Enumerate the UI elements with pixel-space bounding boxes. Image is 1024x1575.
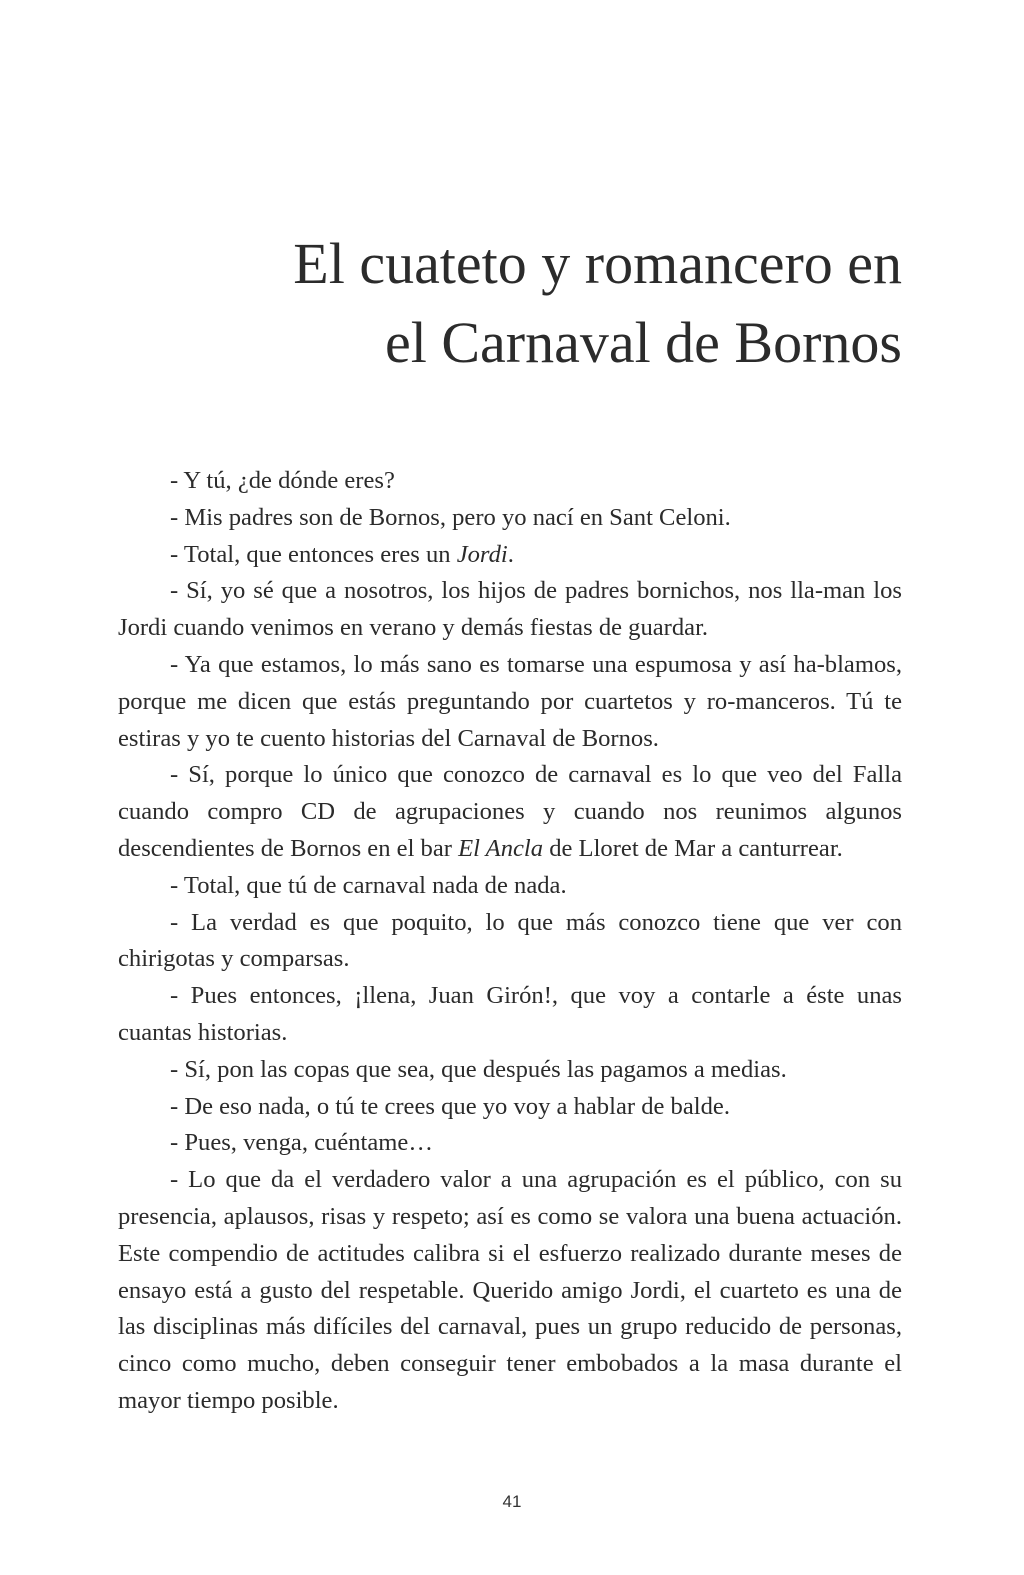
italic-name-jordi: Jordi: [456, 540, 508, 568]
paragraph-text: de Lloret de Mar a canturrear.: [543, 834, 843, 862]
italic-bar-name: El Ancla: [458, 834, 544, 862]
dialogue-paragraph-7: - Total, que tú de carnaval nada de nada.: [170, 871, 567, 899]
chapter-title-line-1: El cuateto y romancero en: [293, 231, 902, 296]
dialogue-paragraph-9: - Pues entonces, ¡llena, Juan Girón!, que voy a contarle a éste unas cuantas historias.: [118, 982, 902, 1046]
dialogue-paragraph-8: - La verdad es que poquito, lo que más conozco tiene que ver con chirigotas y comparsas.: [118, 908, 902, 973]
dialogue-paragraph-13: - Lo que da el verdadero valor a una agrupación es el público, con su presencia, aplausos, risas y respeto; así es como se valora una buena actuación. Este compendio de actitudes calibra si el esfuerzo realizado durante meses de ensayo está a gusto del respetable. Querido amigo Jordi, el cuarteto es una de las disciplinas más difíciles del carnaval, pues un grupo reducido de personas, cinco como mucho, deben conseguir tener embobados a la masa durante el mayor tiempo posible.: [118, 1166, 902, 1414]
dialogue-paragraph-1: - Y tú, ¿de dónde eres?: [170, 467, 395, 494]
dialogue-paragraph-6: [118, 757, 902, 867]
dialogue-paragraph-12: - Pues, venga, cuéntame…: [170, 1129, 433, 1157]
dialogue-paragraph-11: - De eso nada, o tú te crees que yo voy a hablar de balde.: [170, 1092, 730, 1120]
chapter-body: [118, 463, 902, 1420]
dialogue-paragraph-4: - Sí, yo sé que a nosotros, los hijos de padres bornichos, nos lla-man los Jordi cuando venimos en verano y demás fiestas de guardar.: [118, 577, 902, 642]
page-number: 41: [502, 1492, 522, 1511]
paragraph-text: - Total, que entonces eres un: [170, 540, 457, 568]
dialogue-paragraph-2: - Mis padres son de Bornos, pero yo nací en Sant Celoni.: [170, 503, 731, 531]
dialogue-paragraph-3: [118, 537, 902, 574]
paragraph-text: - Sí, porque lo único que conozco de carnaval es lo que veo del Falla cuando compro CD de agrupaciones y cuando nos reunimos algunos descendientes de Bornos en el bar: [118, 761, 902, 862]
dialogue-paragraph-5: - Ya que estamos, lo más sano es tomarse una espumosa y así ha-blamos, porque me dicen que estás preguntando por cuartetos y ro-manceros. Tú te estiras y yo te cuento historias del Carnaval de Bornos.: [118, 650, 902, 752]
paragraph-text: .: [507, 540, 514, 568]
dialogue-paragraph-10: - Sí, pon las copas que sea, que después las pagamos a medias.: [170, 1055, 787, 1083]
chapter-title: [142, 224, 902, 382]
chapter-title-line-2: el Carnaval de Bornos: [384, 310, 902, 375]
